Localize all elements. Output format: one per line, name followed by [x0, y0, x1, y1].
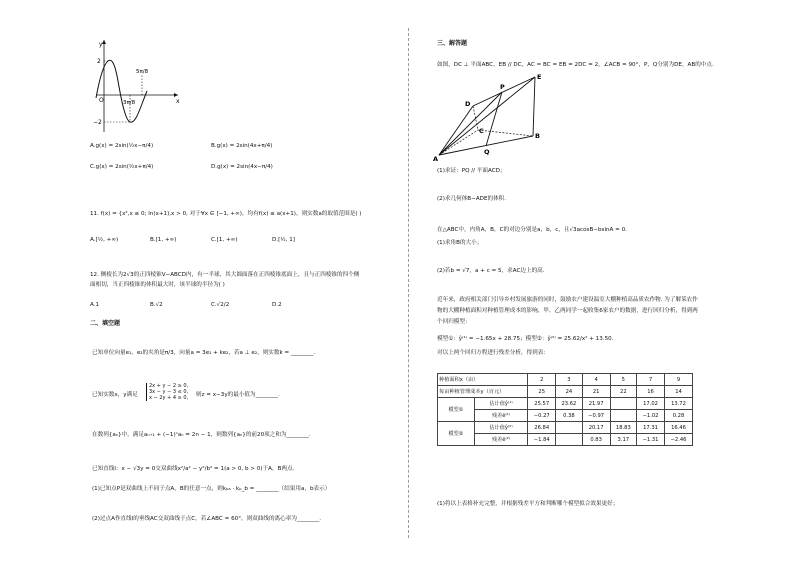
- y-cell: 22: [610, 386, 636, 398]
- m2-est-cell: [556, 422, 582, 434]
- residual-table: [437, 373, 693, 446]
- m1-res-cell: 0.38: [556, 410, 582, 422]
- fill-q14-lead: 已知实数x，y满足: [92, 392, 138, 398]
- q19-line1: 近年来，政府相关部门引导乡村发展旅游的同时，鼓励农户建设温室大棚种植高品质农作物. 为了解某农作: [437, 297, 698, 303]
- tick-5pi8: 5π/8: [136, 69, 149, 75]
- model2-label: 模型②: [438, 422, 475, 446]
- m2-res-cell: [556, 434, 582, 446]
- m2-est-cell: 17.31: [637, 422, 665, 434]
- q10-option-c: C.g(x) = 2sin(½x+π/4): [90, 164, 154, 170]
- table-row: [438, 386, 693, 398]
- x-cell: 9: [665, 374, 693, 386]
- m1-est-cell: 17.02: [637, 398, 665, 410]
- q17-part2: (2)求几何体B−ADE的体积.: [437, 196, 507, 202]
- fill-q16-stem: 已知直线l：x − √3y = 0交双曲线x²/a² − y²/b² = 1(a > 0, b > 0)于A，B两点.: [92, 466, 295, 472]
- q18-intro: 在△ABC中，内角A，B，C的对边分别是a，b，c，且√3acosB−bsinA = 0.: [437, 227, 627, 233]
- label-p: P: [500, 83, 505, 91]
- fill-q16-part2: (2)过点A作直线l的垂线AC交双曲线于点C，若∠ABC = 60°，则双曲线的离心率为________.: [92, 516, 322, 522]
- x-cell: 3: [556, 374, 582, 386]
- label-a: A: [433, 155, 439, 162]
- m1-est-cell: 21.97: [582, 398, 610, 410]
- x-cell: 5: [610, 374, 636, 386]
- section-solve-heading: 三、解答题: [437, 40, 468, 47]
- fill-q14-ineq-3: x − 2y + 4 ≥ 0,: [149, 395, 189, 401]
- q19-part1: (1)将以上表格补充完整，并根据残差平方和判断哪个模型拟合效果更好；: [437, 501, 619, 507]
- q19-intro2: 对以上两个回归方程进行残差分析，得到表：: [437, 350, 549, 356]
- fill-q15: 在数列{aₙ}中，满足aₙ₊₁ + (−1)ⁿaₙ = 2n − 1，则数列{aₙ}的前20项之和为________.: [92, 432, 311, 438]
- m2-res-cell: −1.31: [637, 434, 665, 446]
- m1-est-cell: 13.72: [665, 398, 693, 410]
- y-cell: 21: [582, 386, 610, 398]
- m2-res-cell: 0.83: [582, 434, 610, 446]
- sine-graph: [92, 36, 180, 136]
- m1-est-cell: [610, 398, 636, 410]
- m1-est-cell: 23.62: [556, 398, 582, 410]
- x-cell: 4: [582, 374, 610, 386]
- model1-label: 模型①: [438, 398, 475, 422]
- m1-res-cell: −0.27: [528, 410, 556, 422]
- cost-label: 每亩种植管理成本y（百元）: [438, 386, 528, 398]
- fill-q14-tail: 则z = x−3y的最小值为________.: [196, 392, 280, 398]
- m1-res-label: 残差ê⁽¹⁾: [474, 410, 528, 422]
- q11-option-d: D.[½, 1]: [272, 237, 295, 243]
- y-cell: 14: [665, 386, 693, 398]
- q12-option-d: D.2: [272, 302, 282, 308]
- q12-line1: 12. 侧棱长为2√3的正四棱锥V−ABCD内，有一半球，其大圆面落在正四棱锥底面上，且与正四棱锥的四个侧: [90, 272, 360, 278]
- q12-line2: 面相切，当正四棱锥的体积最大时，该半球的半径为( ): [90, 282, 225, 288]
- q19-line3: 个回归模型：: [437, 319, 471, 325]
- q10-option-b: B.g(x) = 2sin(4x+π/4): [211, 143, 273, 149]
- q12-option-c: C.√2/2: [211, 302, 230, 308]
- q10-option-a: A.g(x) = 2sin(½x−π/4): [90, 143, 154, 149]
- column-divider: [408, 28, 409, 538]
- q17-part1: (1)求证：PQ // 平面ACD；: [437, 168, 506, 174]
- edge-eb: [533, 77, 535, 136]
- label-d: D: [465, 100, 471, 108]
- q10-option-d: D.g(x) = 2sin(4x−π/4): [211, 164, 273, 170]
- q11-option-b: B.[1, +∞): [150, 237, 177, 243]
- edge-ad: [439, 106, 473, 155]
- y-axis-label: y: [99, 41, 103, 48]
- m1-res-cell: −1.02: [637, 410, 665, 422]
- q11-option-a: A.[½, +∞): [90, 237, 119, 243]
- m2-est-label: 估计值ŷ⁽²⁾: [474, 422, 528, 434]
- fill-q14-system: [146, 383, 188, 401]
- edge-cb: [478, 130, 533, 136]
- label-q: Q: [484, 148, 490, 156]
- q18-part2: (2)若b = √7，a + c = 5，求AC边上的高.: [437, 268, 545, 274]
- q12-option-b: B.√2: [150, 302, 163, 308]
- table-row: [438, 422, 693, 434]
- q11-stem: 11. f(x) = {x²,x ≤ 0; ln(x+1),x > 0, 对于∀x ∈ [−1, +∞)，均有f(x) ≤ a(x+1)，则实数a的取值范围是( ): [90, 211, 362, 217]
- y-axis-arrow: [102, 40, 106, 44]
- table-row: [438, 434, 693, 446]
- y-cell: 24: [556, 386, 582, 398]
- section-fill-heading: 二、填空题: [90, 320, 121, 327]
- m2-est-cell: 16.46: [665, 422, 693, 434]
- x-axis-label: x: [176, 98, 180, 105]
- fill-q14-ineq-2: 3x − y − 3 ≤ 0,: [149, 389, 189, 395]
- origin-label: O: [99, 97, 104, 104]
- y-min-label: −2: [93, 119, 102, 126]
- m2-res-label: 残差ê⁽²⁾: [474, 434, 528, 446]
- m2-est-cell: 26.84: [528, 422, 556, 434]
- q12-option-a: A.1: [90, 302, 100, 308]
- m1-res-cell: 0.28: [665, 410, 693, 422]
- x-axis-arrow: [174, 93, 178, 97]
- y-cell: 16: [637, 386, 665, 398]
- table-row: [438, 410, 693, 422]
- tick-3pi8: 3π/8: [123, 100, 136, 106]
- q18-part1: (1)求角B的大小；: [437, 240, 483, 246]
- table-row: [438, 374, 693, 386]
- x-cell: 2: [528, 374, 556, 386]
- m2-res-cell: −1.84: [528, 434, 556, 446]
- m1-est-label: 估计值ŷ⁽¹⁾: [474, 398, 528, 410]
- m2-est-cell: 20.17: [582, 422, 610, 434]
- fill-q14-ineq-1: 2x + y − 2 ≥ 0,: [149, 383, 189, 389]
- q19-line2: 物的大棚种植面积对种植管理成本的影响，甲、乙两同学一起收集6家农户的数据，进行回归分析，得到两: [437, 308, 698, 314]
- label-b: B: [535, 132, 540, 140]
- y-cell: 25: [528, 386, 556, 398]
- q19-models: 模型①：ŷ⁽¹⁾ = −1.65x + 28.75；模型②：ŷ⁽²⁾ = 25.62/x² + 13.50.: [437, 336, 614, 342]
- y-max-label: 2: [97, 58, 101, 65]
- m2-est-cell: 18.83: [610, 422, 636, 434]
- label-c: C: [479, 127, 484, 135]
- table-row: [438, 398, 693, 410]
- label-e: E: [537, 73, 542, 81]
- m2-res-cell: −2.46: [665, 434, 693, 446]
- m1-res-cell: −0.97: [582, 410, 610, 422]
- m1-est-cell: 25.57: [528, 398, 556, 410]
- fill-q16-part1: (1)已知点P是双曲线上不同于点A，B的任意一点，则kₚₐ · kₚ_b = ________（结果用a，b表示）: [92, 486, 331, 492]
- q17-intro: 如图，DC ⊥ 平面ABC，EB // DC，AC = BC = EB = 2DC = 2，∠ACB = 90°，P，Q分别为DE，AB的中点.: [437, 62, 714, 68]
- x-cell: 7: [637, 374, 665, 386]
- m2-res-cell: 3.17: [610, 434, 636, 446]
- q11-option-c: C.[1, +∞): [211, 237, 238, 243]
- header-label: 种植面积x（亩）: [438, 374, 528, 386]
- solid-figure: [432, 70, 547, 162]
- m1-res-cell: [610, 410, 636, 422]
- fill-q13: 已知单位向量e₁，e₂的夹角是π/3，向量a = 3e₁ + ke₂，若a ⊥ e₂，则实数k = ________.: [92, 350, 316, 356]
